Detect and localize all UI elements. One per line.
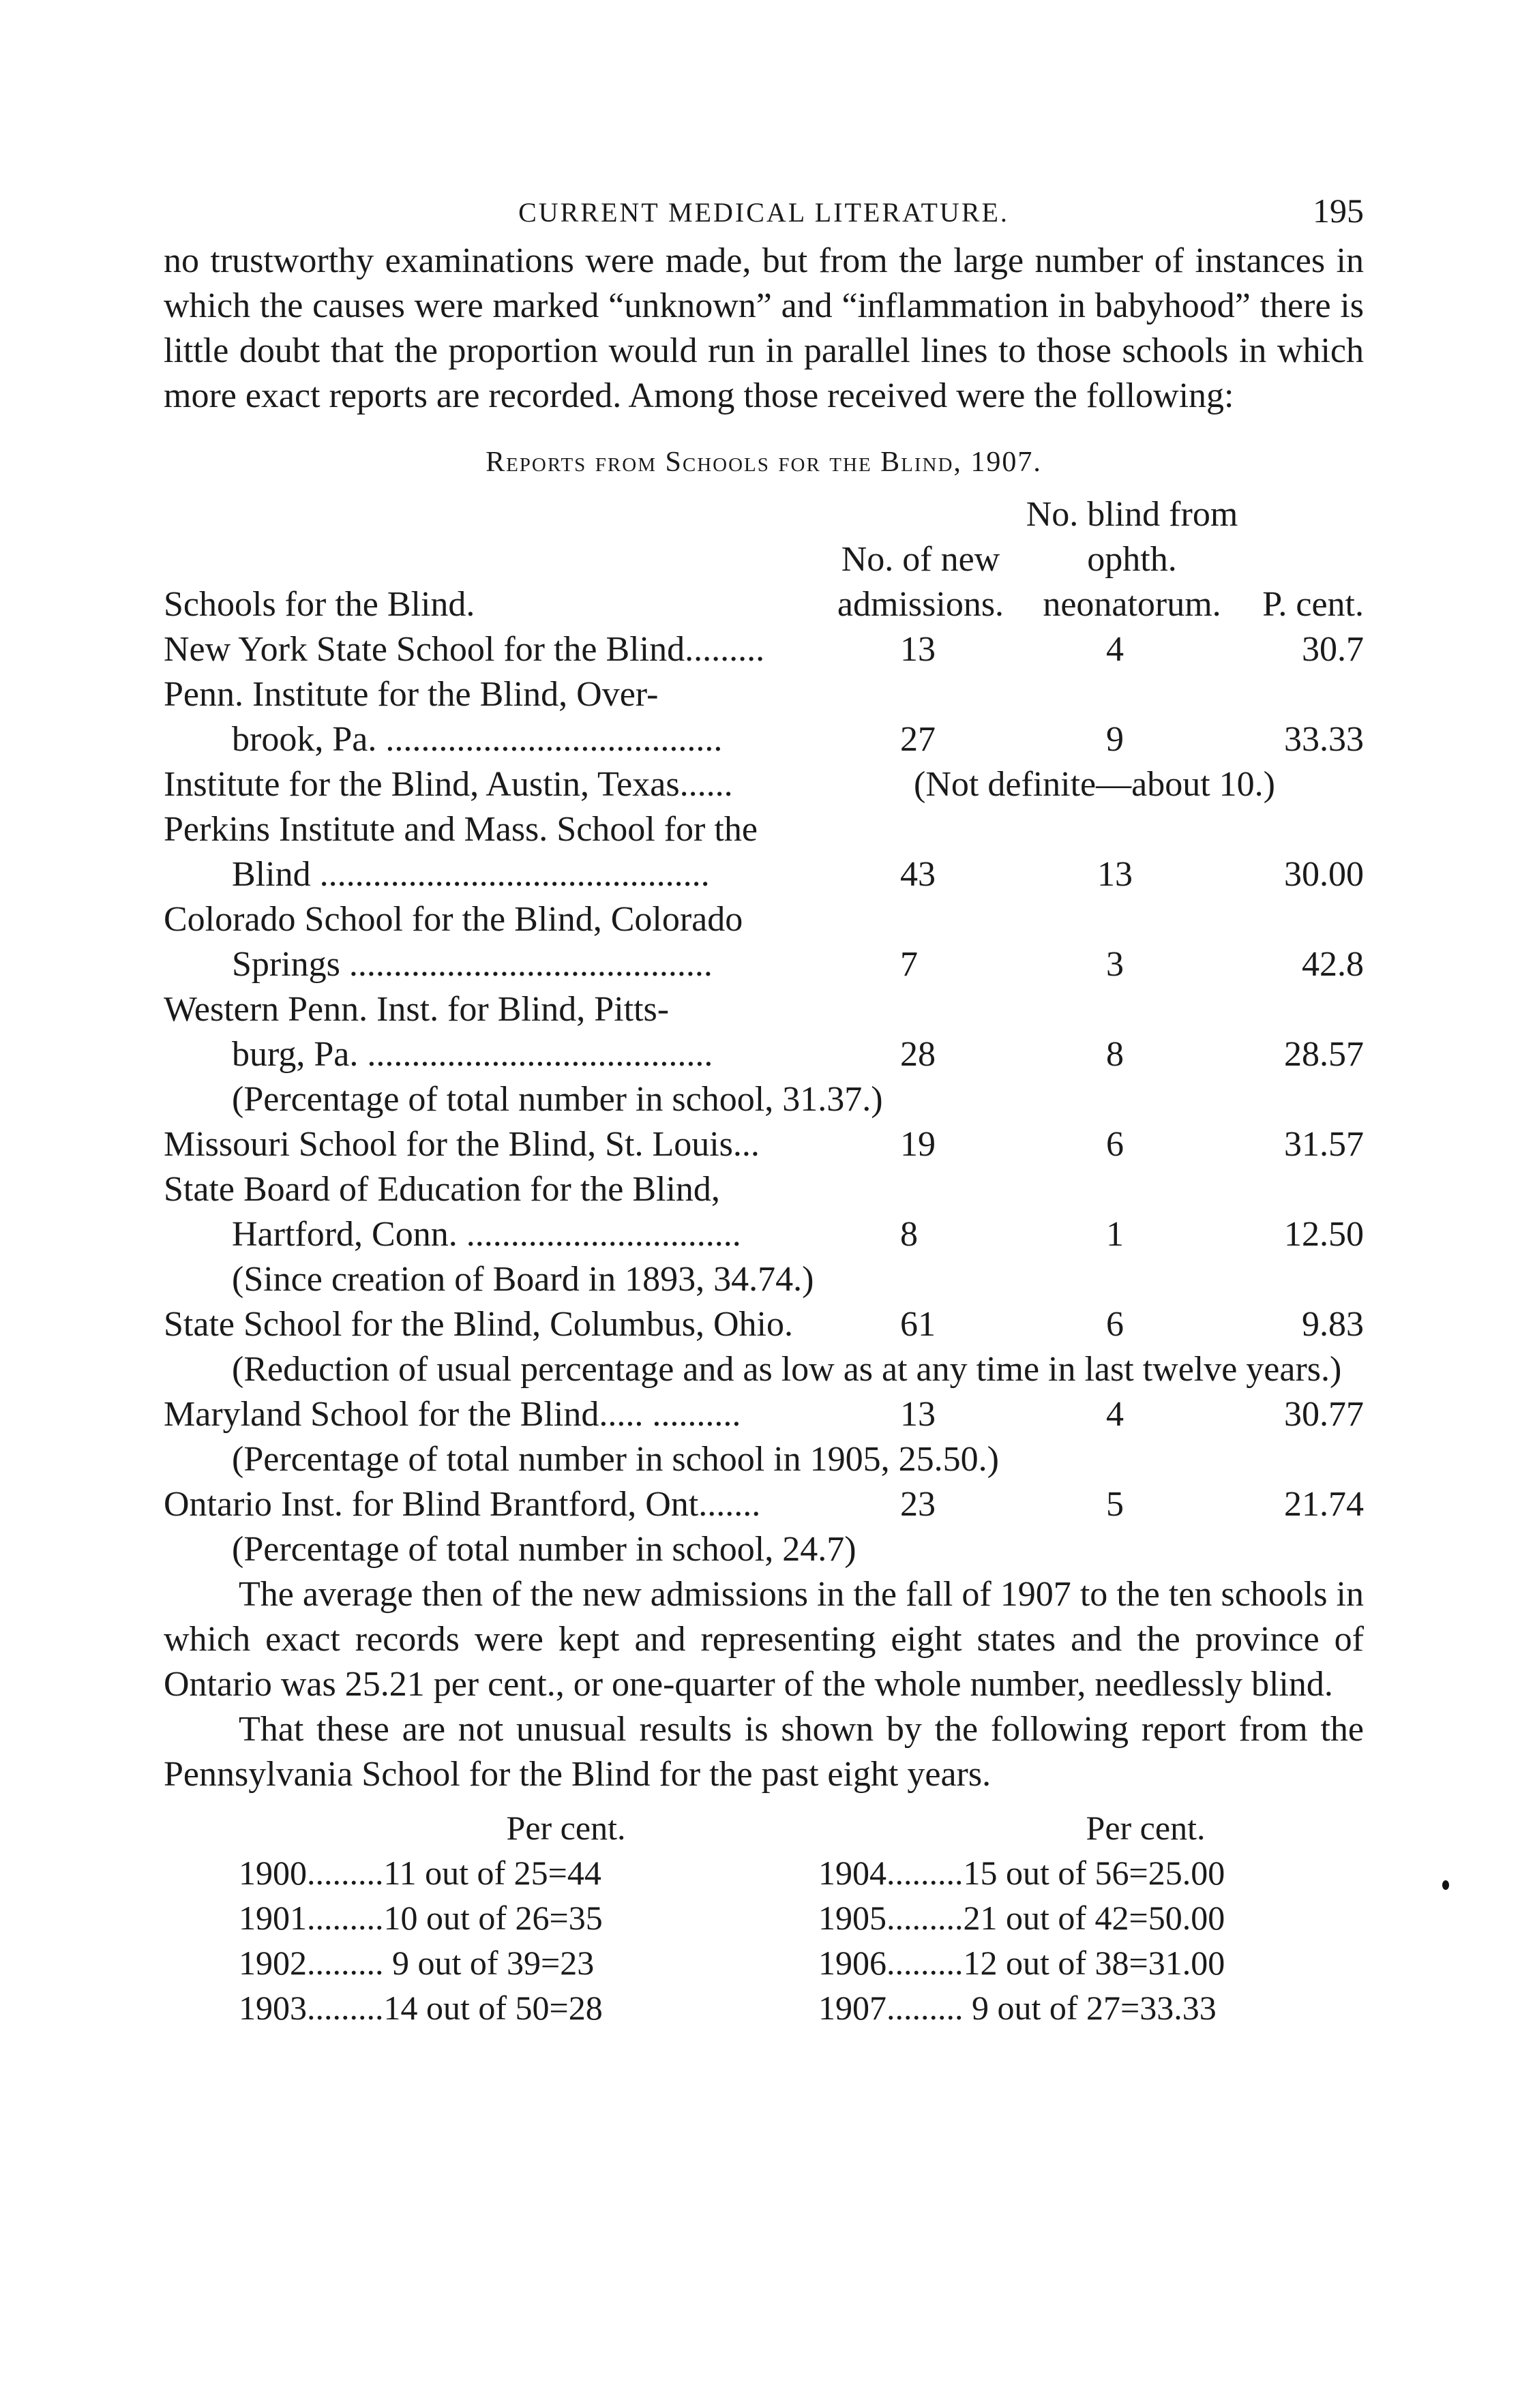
table-row-continuation <box>164 852 1364 897</box>
ophthalmia-value: 1 <box>1106 1215 1124 1254</box>
penn-right-column <box>818 1805 1337 2030</box>
ophthalmia-value: 13 <box>1097 855 1133 894</box>
ophthalmia-value: 3 <box>1106 945 1124 984</box>
admissions-value: 8 <box>900 1215 918 1254</box>
penn-year-line: 1900.........11 out of 25=44 <box>239 1854 601 1892</box>
penn-right-header: Per cent. <box>1086 1809 1206 1847</box>
school-name: Maryland School for the Blind..... .......... <box>164 1395 741 1434</box>
table-row <box>164 672 1364 717</box>
school-name-continuation: brook, Pa. ...................................... <box>232 720 723 759</box>
ophthalmia-value: 6 <box>1106 1125 1124 1164</box>
ophthalmia-value: 4 <box>1106 1395 1124 1434</box>
table-row-continuation <box>164 1032 1364 1077</box>
penn-year-line: 1905.........21 out of 42=50.00 <box>818 1899 1225 1937</box>
penn-left-column <box>239 1805 757 2030</box>
penn-year-line: 1902......... 9 out of 39=23 <box>239 1944 595 1982</box>
table-row <box>164 807 1364 852</box>
table-row <box>164 897 1364 942</box>
header-admissions: No. of new admissions. <box>837 540 1004 624</box>
school-name: Perkins Institute and Mass. School for the <box>164 810 758 849</box>
row-note: (Reduction of usual percentage and as low as at any time in last twelve years.) <box>232 1350 1342 1389</box>
intro-paragraph: no trustworthy examinations were made, but from the large number of instances in which the causes were marked “unknown” and “inflammation in babyhood” there is little doubt that the proportion would run in parallel lines to those schools in which more exact reports are recorded. Among those received were the following: <box>164 241 1364 415</box>
ink-speck <box>1442 1880 1449 1890</box>
penn-year-line: 1907......... 9 out of 27=33.33 <box>818 1989 1217 2027</box>
schools-table <box>164 492 1364 1572</box>
table-body <box>164 627 1364 1572</box>
admissions-value: 28 <box>900 1035 936 1074</box>
percent-value: 21.74 <box>1284 1485 1364 1524</box>
table-row <box>164 627 1364 672</box>
table-row <box>164 1392 1364 1437</box>
table-title: Reports from Schools for the Blind, 1907. <box>486 447 1042 478</box>
table-row <box>164 1482 1364 1527</box>
school-name: New York State School for the Blind......... <box>164 630 765 669</box>
admissions-value: 13 <box>900 1395 936 1434</box>
penn-year-line: 1906.........12 out of 38=31.00 <box>818 1944 1225 1982</box>
school-name-continuation: Blind ............................................ <box>232 855 710 894</box>
running-header <box>164 184 1364 239</box>
row-note: (Percentage of total number in school in 1905, 25.50.) <box>232 1440 999 1479</box>
admissions-value: 61 <box>900 1305 936 1344</box>
school-name: Colorado School for the Blind, Colorado <box>164 900 743 939</box>
table-row-continuation <box>164 1212 1364 1257</box>
row-note: (Percentage of total number in school, 31.37.) <box>232 1080 883 1119</box>
row-note: (Percentage of total number in school, 24.7) <box>232 1530 856 1569</box>
penn-year-line: 1904.........15 out of 56=25.00 <box>818 1854 1225 1892</box>
school-name: State Board of Education for the Blind, <box>164 1170 720 1209</box>
table-header-row <box>164 492 1364 627</box>
admissions-value: 19 <box>900 1125 936 1164</box>
ophthalmia-value: 6 <box>1106 1305 1124 1344</box>
table-row <box>164 1167 1364 1212</box>
percent-value: 30.77 <box>1284 1395 1364 1434</box>
admissions-value: 23 <box>900 1485 936 1524</box>
page-number: 195 <box>1313 192 1364 230</box>
row-note: (Since creation of Board in 1893, 34.74.) <box>232 1260 814 1299</box>
ophthalmia-value: 4 <box>1106 630 1124 669</box>
header-percent: P. cent. <box>1262 585 1364 624</box>
penn-percent-table <box>164 1805 1364 2030</box>
percent-value: 33.33 <box>1284 720 1364 759</box>
table-row <box>164 987 1364 1032</box>
school-name-continuation: burg, Pa. ....................................... <box>232 1035 713 1074</box>
ophthalmia-value: 9 <box>1106 720 1124 759</box>
school-name: Missouri School for the Blind, St. Louis... <box>164 1125 760 1164</box>
penn-paragraph: That these are not unusual results is shown by the following report from the Pennsylvania School for the Blind for the past eight years. <box>164 1710 1364 1794</box>
admissions-value: 7 <box>900 945 918 984</box>
penn-year-line: 1903.........14 out of 50=28 <box>239 1989 603 2027</box>
school-name: Ontario Inst. for Blind Brantford, Ont....... <box>164 1485 761 1524</box>
percent-value: 28.57 <box>1284 1035 1364 1074</box>
table-row <box>164 762 1364 807</box>
percent-value: 9.83 <box>1302 1305 1364 1344</box>
percent-value: 42.8 <box>1302 945 1364 984</box>
percent-value: 31.57 <box>1284 1125 1364 1164</box>
table-row <box>164 1122 1364 1167</box>
school-name: State School for the Blind, Columbus, Ohio. <box>164 1305 793 1344</box>
summary-paragraph: The average then of the new admissions in the fall of 1907 to the ten schools in which exact records were kept and representing eight states and the province of Ontario was 25.21 per cent., or one-quarter of the whole number, needlessly blind. <box>164 1575 1364 1704</box>
running-title: CURRENT MEDICAL LITERATURE. <box>518 197 1009 228</box>
table-row-continuation <box>164 942 1364 987</box>
book-page <box>164 184 1364 2030</box>
penn-year-line: 1901.........10 out of 26=35 <box>239 1899 603 1937</box>
row-note: (Not definite—about 10.) <box>914 765 1275 804</box>
table-row-continuation <box>164 717 1364 762</box>
school-name: Western Penn. Inst. for Blind, Pitts- <box>164 990 670 1029</box>
percent-value: 30.7 <box>1302 630 1364 669</box>
admissions-value: 27 <box>900 720 936 759</box>
admissions-value: 13 <box>900 630 936 669</box>
school-name-continuation: Springs ......................................... <box>232 945 713 984</box>
school-name: Penn. Institute for the Blind, Over- <box>164 675 659 714</box>
school-name: Institute for the Blind, Austin, Texas...... <box>164 765 733 804</box>
table-row <box>164 1302 1364 1347</box>
percent-value: 12.50 <box>1284 1215 1364 1254</box>
header-schools: Schools for the Blind. <box>164 585 475 624</box>
header-ophthalmia: No. blind from ophth. neonatorum. <box>1026 495 1238 624</box>
school-name-continuation: Hartford, Conn. ............................... <box>232 1215 741 1254</box>
ophthalmia-value: 8 <box>1106 1035 1124 1074</box>
percent-value: 30.00 <box>1284 855 1364 894</box>
ophthalmia-value: 5 <box>1106 1485 1124 1524</box>
penn-left-header: Per cent. <box>506 1809 626 1847</box>
admissions-value: 43 <box>900 855 936 894</box>
